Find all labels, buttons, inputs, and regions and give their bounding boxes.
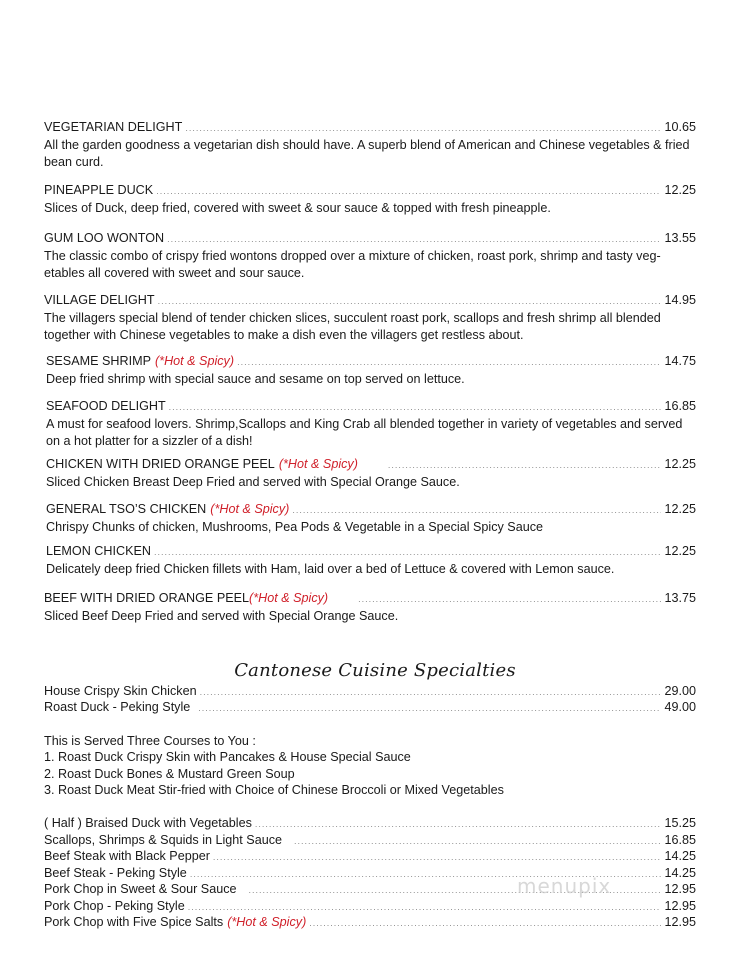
menu-item-village-delight [44, 292, 696, 343]
item-price: 14.75 [664, 354, 696, 368]
item-description: Chrispy Chunks of chicken, Mushrooms, Pea Pods & Vegetable in a Special Spicy Sauce [46, 520, 544, 534]
item-price: 16.85 [664, 833, 696, 847]
menu-item-general-tsos-chicken [46, 501, 696, 536]
dot-leader [237, 354, 661, 371]
course-2: 2. Roast Duck Bones & Mustard Green Soup [44, 767, 295, 781]
dot-leader [169, 399, 662, 416]
course-1: 1. Roast Duck Crispy Skin with Pancakes & House Special Sauce [44, 750, 411, 764]
item-name: Beef Steak - Peking Style [44, 866, 187, 880]
item-name: GUM LOO WONTON [44, 231, 165, 245]
dot-leader [167, 231, 661, 248]
item-price: 14.95 [664, 293, 696, 307]
item-description: The classic combo of crispy fried wontons dropped over a mixture of chicken, roast pork, shrimp and tasty veg-etables all covered with sweet and sour sauce. [44, 249, 661, 280]
courses-intro: This is Served Three Courses to You : [44, 734, 256, 748]
menu-item-seafood-delight [46, 398, 696, 449]
menu-item-gum-loo-wonton [44, 230, 696, 281]
item-price: 12.25 [664, 183, 696, 197]
dot-leader [198, 700, 661, 717]
item-description: The villagers special blend of tender chicken slices, succulent roast pork, scallops and fresh shrimp all blended together with Chinese vegetables to make a dish even the villagers get restless about. [44, 311, 661, 342]
item-name: Beef Steak with Black Pepper [44, 849, 210, 863]
item-price: 14.25 [664, 866, 696, 880]
item-price: 12.95 [664, 882, 696, 896]
item-name: Pork Chop with Five Spice Salts [44, 915, 224, 929]
dot-leader [156, 183, 661, 200]
item-price: 29.00 [664, 684, 696, 698]
dot-leader [154, 544, 662, 561]
item-description: Deep fried shrimp with special sauce and sesame on top served on lettuce. [46, 372, 465, 386]
dot-leader [213, 849, 662, 866]
item-price: 12.95 [664, 899, 696, 913]
item-name: Pork Chop - Peking Style [44, 899, 185, 913]
item-name: House Crispy Skin Chicken [44, 684, 197, 698]
menupix-watermark: menupix [517, 874, 612, 898]
menu-item-beef-orange-peel [44, 590, 696, 625]
item-price: 49.00 [664, 700, 696, 714]
item-price: 12.25 [664, 502, 696, 516]
item-name: Pork Chop in Sweet & Sour Sauce [44, 882, 237, 896]
item-name: VILLAGE DELIGHT [44, 293, 155, 307]
item-price: 12.25 [664, 544, 696, 558]
item-description: Sliced Beef Deep Fried and served with Special Orange Sauce. [44, 609, 399, 623]
item-name: SEAFOOD DELIGHT [46, 399, 166, 413]
item-price: 13.75 [664, 591, 696, 605]
hot-spicy-label: (*Hot & Spicy) [227, 915, 307, 929]
menu-item-lemon-chicken [46, 543, 696, 578]
item-name: BEEF WITH DRIED ORANGE PEEL [44, 591, 250, 605]
item-name: Scallops, Shrimps & Squids in Light Sauce [44, 833, 283, 847]
item-description: Slices of Duck, deep fried, covered with sweet & sour sauce & topped with fresh pineapple. [44, 201, 551, 215]
item-price: 16.85 [664, 399, 696, 413]
item-price: 12.95 [664, 915, 696, 929]
hot-spicy-label: (*Hot & Spicy) [249, 591, 329, 605]
cantonese-item-roast-duck [44, 699, 696, 717]
item-price: 14.25 [664, 849, 696, 863]
item-price: 15.25 [664, 816, 696, 830]
dot-leader [358, 591, 661, 608]
item-name: Roast Duck - Peking Style [44, 700, 191, 714]
dot-leader [388, 457, 662, 474]
course-3: 3. Roast Duck Meat Stir-fried with Choice of Chinese Broccoli or Mixed Vegetables [44, 783, 504, 797]
hot-spicy-label: (*Hot & Spicy) [278, 457, 358, 471]
item-price: 12.25 [664, 457, 696, 471]
item-price: 13.55 [664, 231, 696, 245]
section-title: Cantonese Cuisine Specialties [234, 660, 516, 681]
hot-spicy-label: (*Hot & Spicy) [210, 502, 290, 516]
item-description: Delicately deep fried Chicken fillets with Ham, laid over a bed of Lettuce & covered with Lemon sauce. [46, 562, 615, 576]
hot-spicy-label: (*Hot & Spicy) [154, 354, 235, 368]
item-name: ( Half ) Braised Duck with Vegetables [44, 816, 252, 830]
dot-leader [255, 816, 662, 833]
item-description: A must for seafood lovers. Shrimp,Scallops and King Crab all blended together in variety of vegetables and served on a hot platter for a sizzler of a dish! [46, 417, 683, 448]
dot-leader [185, 120, 661, 137]
menu-item-chicken-orange-peel [46, 456, 696, 491]
item-description: All the garden goodness a vegetarian dish should have. A superb blend of American and Chinese vegetables & fried bean curd. [44, 138, 690, 169]
cantonese-item-beef-pepper [44, 848, 696, 866]
item-description: Sliced Chicken Breast Deep Fried and served with Special Orange Sauce. [46, 475, 460, 489]
item-name: SESAME SHRIMP [46, 354, 151, 368]
cantonese-item-pork-five-spice [44, 914, 696, 932]
item-name: VEGETARIAN DELIGHT [44, 120, 183, 134]
menu-item-sesame-shrimp [46, 353, 696, 388]
menu-item-pineapple-duck [44, 182, 696, 217]
item-name: GENERAL TSO’S CHICKEN [46, 502, 207, 516]
dot-leader [309, 915, 661, 932]
item-name: PINEAPPLE DUCK [44, 183, 154, 197]
item-name: LEMON CHICKEN [46, 544, 151, 558]
dot-leader [292, 502, 661, 519]
dot-leader [158, 293, 662, 310]
item-name: CHICKEN WITH DRIED ORANGE PEEL [46, 457, 275, 471]
item-price: 10.65 [664, 120, 696, 134]
cantonese-item-braised-duck [44, 815, 696, 833]
menu-item-vegetarian-delight [44, 119, 696, 170]
